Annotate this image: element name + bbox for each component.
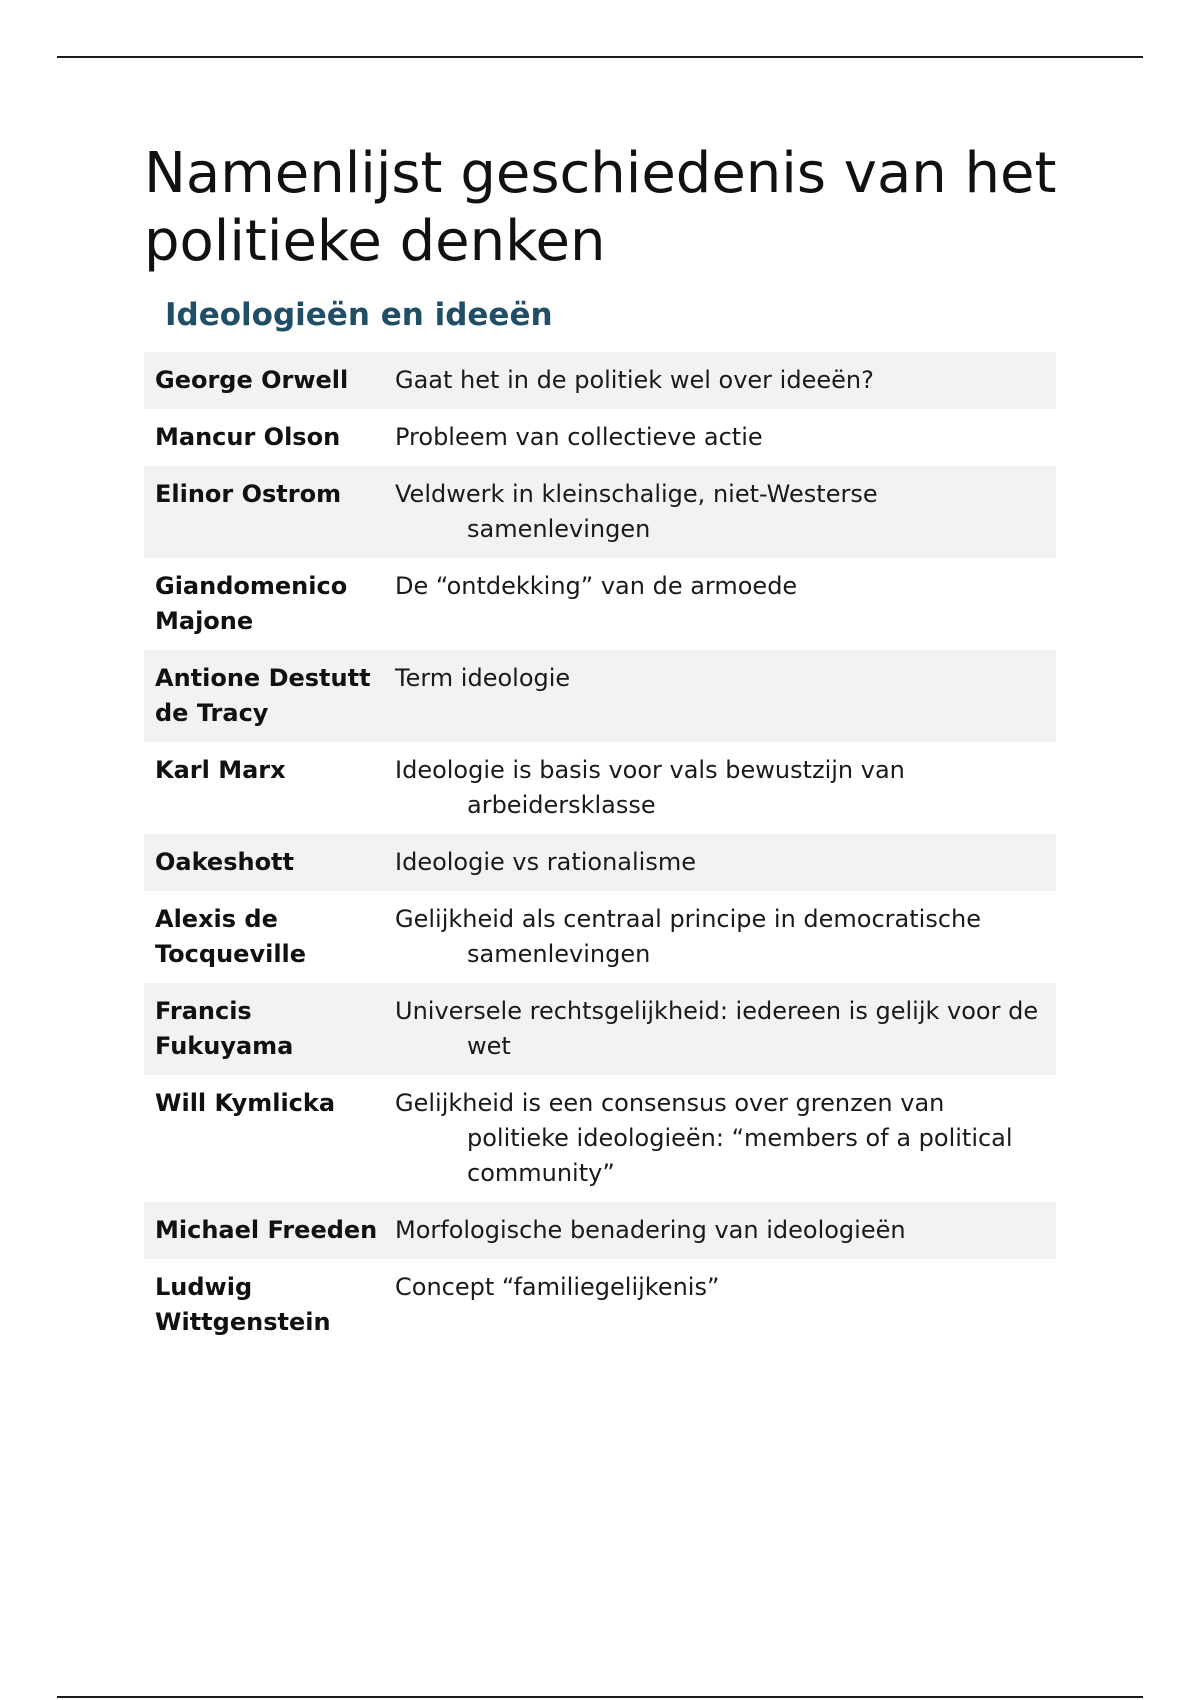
- person-name: George Orwell: [144, 352, 395, 409]
- person-name: Karl Marx: [155, 756, 286, 784]
- table-row: [144, 409, 1056, 466]
- person-description: De “ontdekking” van de armoede: [395, 572, 798, 600]
- person-description: Gelijkheid is een consensus over grenzen van politieke ideologieën: “members of a political community”: [395, 1089, 1013, 1187]
- person-name: Michael Freeden: [144, 1202, 395, 1259]
- person-description: Ideologie is basis voor vals bewustzijn van arbeidersklasse: [395, 756, 905, 819]
- person-name: Giandomenico Majone: [155, 572, 348, 635]
- header-rule: [57, 56, 1143, 58]
- person-name: Oakeshott: [144, 834, 395, 891]
- person-description: Gaat het in de politiek wel over ideeën?: [395, 352, 1056, 409]
- table-row: [144, 891, 1056, 983]
- table-row: [144, 1075, 1056, 1202]
- table-row: [144, 1202, 1056, 1259]
- person-description: Probleem van collectieve actie: [395, 423, 763, 451]
- person-name: Ludwig Wittgenstein: [155, 1273, 331, 1336]
- person-description: Term ideologie: [395, 650, 1056, 742]
- section-heading: Ideologieën en ideeën: [165, 297, 553, 333]
- table-row: [144, 650, 1056, 742]
- person-description: Concept “familiegelijkenis”: [395, 1273, 720, 1301]
- document-title: Namenlijst geschiedenis van het politieke denken: [144, 141, 1057, 274]
- table-row: [144, 1259, 1056, 1351]
- person-description: Universele rechtsgelijkheid: iedereen is gelijk voor de wet: [395, 983, 1056, 1075]
- table-row: [144, 834, 1056, 891]
- footer-rule: [57, 1696, 1143, 1698]
- table-row: [144, 352, 1056, 409]
- person-description: Morfologische benadering van ideologieën: [395, 1202, 1056, 1259]
- table-row: [144, 983, 1056, 1075]
- person-name: Elinor Ostrom: [144, 466, 395, 558]
- person-description: Ideologie vs rationalisme: [395, 834, 1056, 891]
- person-description: Gelijkheid als centraal principe in democratische samenlevingen: [395, 905, 982, 968]
- person-name: Francis Fukuyama: [144, 983, 395, 1075]
- person-name: Mancur Olson: [155, 423, 341, 451]
- table-row: [144, 742, 1056, 834]
- table-row: [144, 466, 1056, 558]
- person-name: Will Kymlicka: [155, 1089, 336, 1117]
- person-name: Alexis de Tocqueville: [155, 905, 307, 968]
- person-name: Antione Destutt de Tracy: [144, 650, 395, 742]
- names-table: [144, 352, 1056, 1351]
- person-description: Veldwerk in kleinschalige, niet-Westerse samenlevingen: [395, 466, 1056, 558]
- table-row: [144, 558, 1056, 650]
